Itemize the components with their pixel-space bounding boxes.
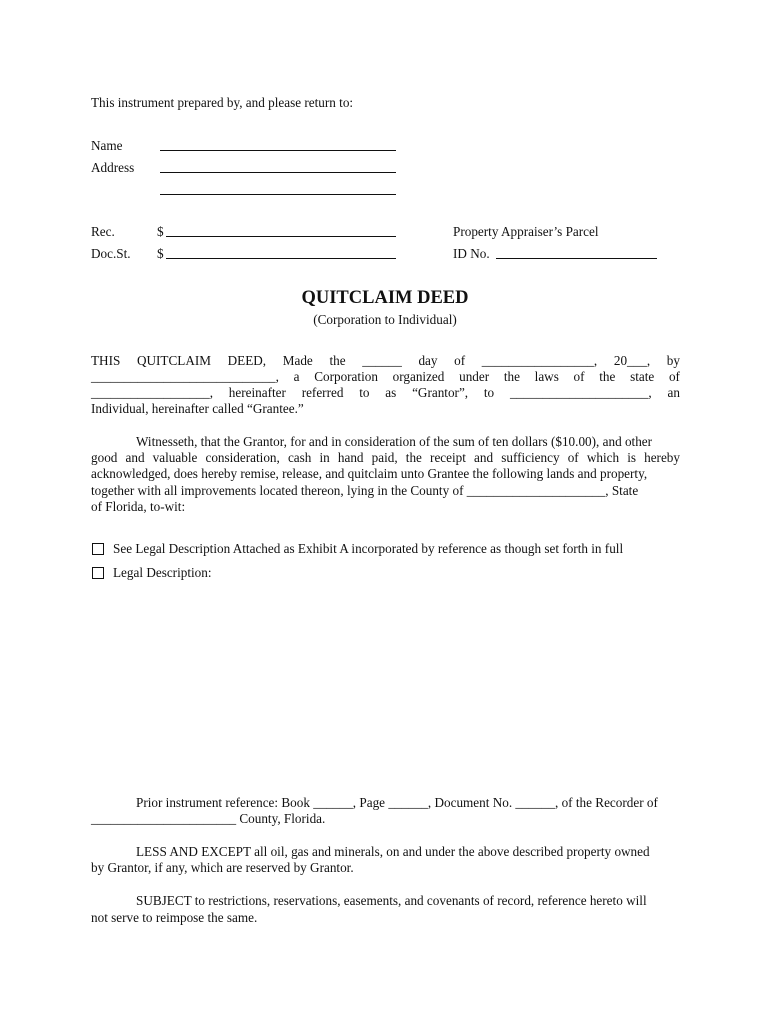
less-except-line-1: LESS AND EXCEPT all oil, gas and minerals, on and under the above described property owned (136, 844, 650, 859)
rec-label: Rec. (91, 224, 115, 239)
docst-dollar-sign: $ (157, 246, 164, 261)
parcel-id-field[interactable] (496, 258, 657, 259)
legal-description-checkbox[interactable] (92, 567, 104, 579)
less-except-line-2: by Grantor, if any, which are reserved by Grantor. (91, 860, 354, 875)
docst-label: Doc.St. (91, 246, 131, 261)
address-label: Address (91, 160, 135, 175)
prior-instrument-line-1: Prior instrument reference: Book ______, Page ______, Document No. ______, of the Recorder of (136, 795, 658, 810)
month-blank[interactable]: _________________, (481, 353, 598, 368)
subject-to-line-2: not serve to reimpose the same. (91, 910, 258, 925)
intro-line-1: THIS QUITCLAIM DEED, Made the ______ day of _________________, 20___, by (91, 353, 680, 368)
exhibit-a-label: See Legal Description Attached as Exhibit A incorporated by reference as though set forth in full (113, 541, 624, 556)
parcel-label: Property Appraiser’s Parcel (453, 224, 599, 239)
day-blank[interactable]: ______ (362, 353, 402, 368)
name-field[interactable] (160, 150, 396, 151)
witnesseth-line-2: good and valuable consideration, cash in hand paid, the receipt and sufficiency of which is hereby (91, 450, 680, 465)
intro-line-2: ____________________________, a Corporation organized under the laws of the state of (91, 369, 680, 384)
state-blank[interactable]: __________________, (91, 385, 213, 400)
subject-to-line-1: SUBJECT to restrictions, reservations, easements, and covenants of record, reference hereto will (136, 893, 647, 908)
name-label: Name (91, 138, 123, 153)
prepared-by-text: This instrument prepared by, and please return to: (91, 95, 354, 110)
exhibit-a-checkbox[interactable] (92, 543, 104, 555)
year-blank[interactable]: 20___, (613, 353, 651, 368)
grantee-blank[interactable]: _____________________, (509, 385, 652, 400)
docst-amount-field[interactable] (166, 258, 396, 259)
witnesseth-line-3: acknowledged, does hereby remise, release, and quitclaim unto Grantee the following lands and property, (91, 466, 648, 481)
witnesseth-line-4: together with all improvements located thereon, lying in the County of _____________________, State (91, 483, 639, 498)
intro-line-3: __________________, hereinafter referred to as “Grantor”, to _____________________, an (91, 385, 680, 400)
legal-description-label: Legal Description: (113, 565, 212, 580)
witnesseth-line-1: Witnesseth, that the Grantor, for and in consideration of the sum of ten dollars ($10.00), and other (136, 434, 653, 449)
document-title: QUITCLAIM DEED (301, 288, 469, 308)
rec-amount-field[interactable] (166, 236, 396, 237)
address-field-line-1[interactable] (160, 172, 396, 173)
prior-instrument-line-2: ______________________ County, Florida. (91, 811, 326, 826)
address-field-line-2[interactable] (160, 194, 396, 195)
intro-line-4: Individual, hereinafter called “Grantee.” (91, 401, 304, 416)
rec-dollar-sign: $ (157, 224, 164, 239)
grantor-corporation-blank[interactable]: ____________________________, (91, 369, 279, 384)
witnesseth-line-5: of Florida, to-wit: (91, 499, 186, 514)
document-subtitle: (Corporation to Individual) (313, 312, 457, 327)
id-label: ID No. (453, 246, 490, 261)
